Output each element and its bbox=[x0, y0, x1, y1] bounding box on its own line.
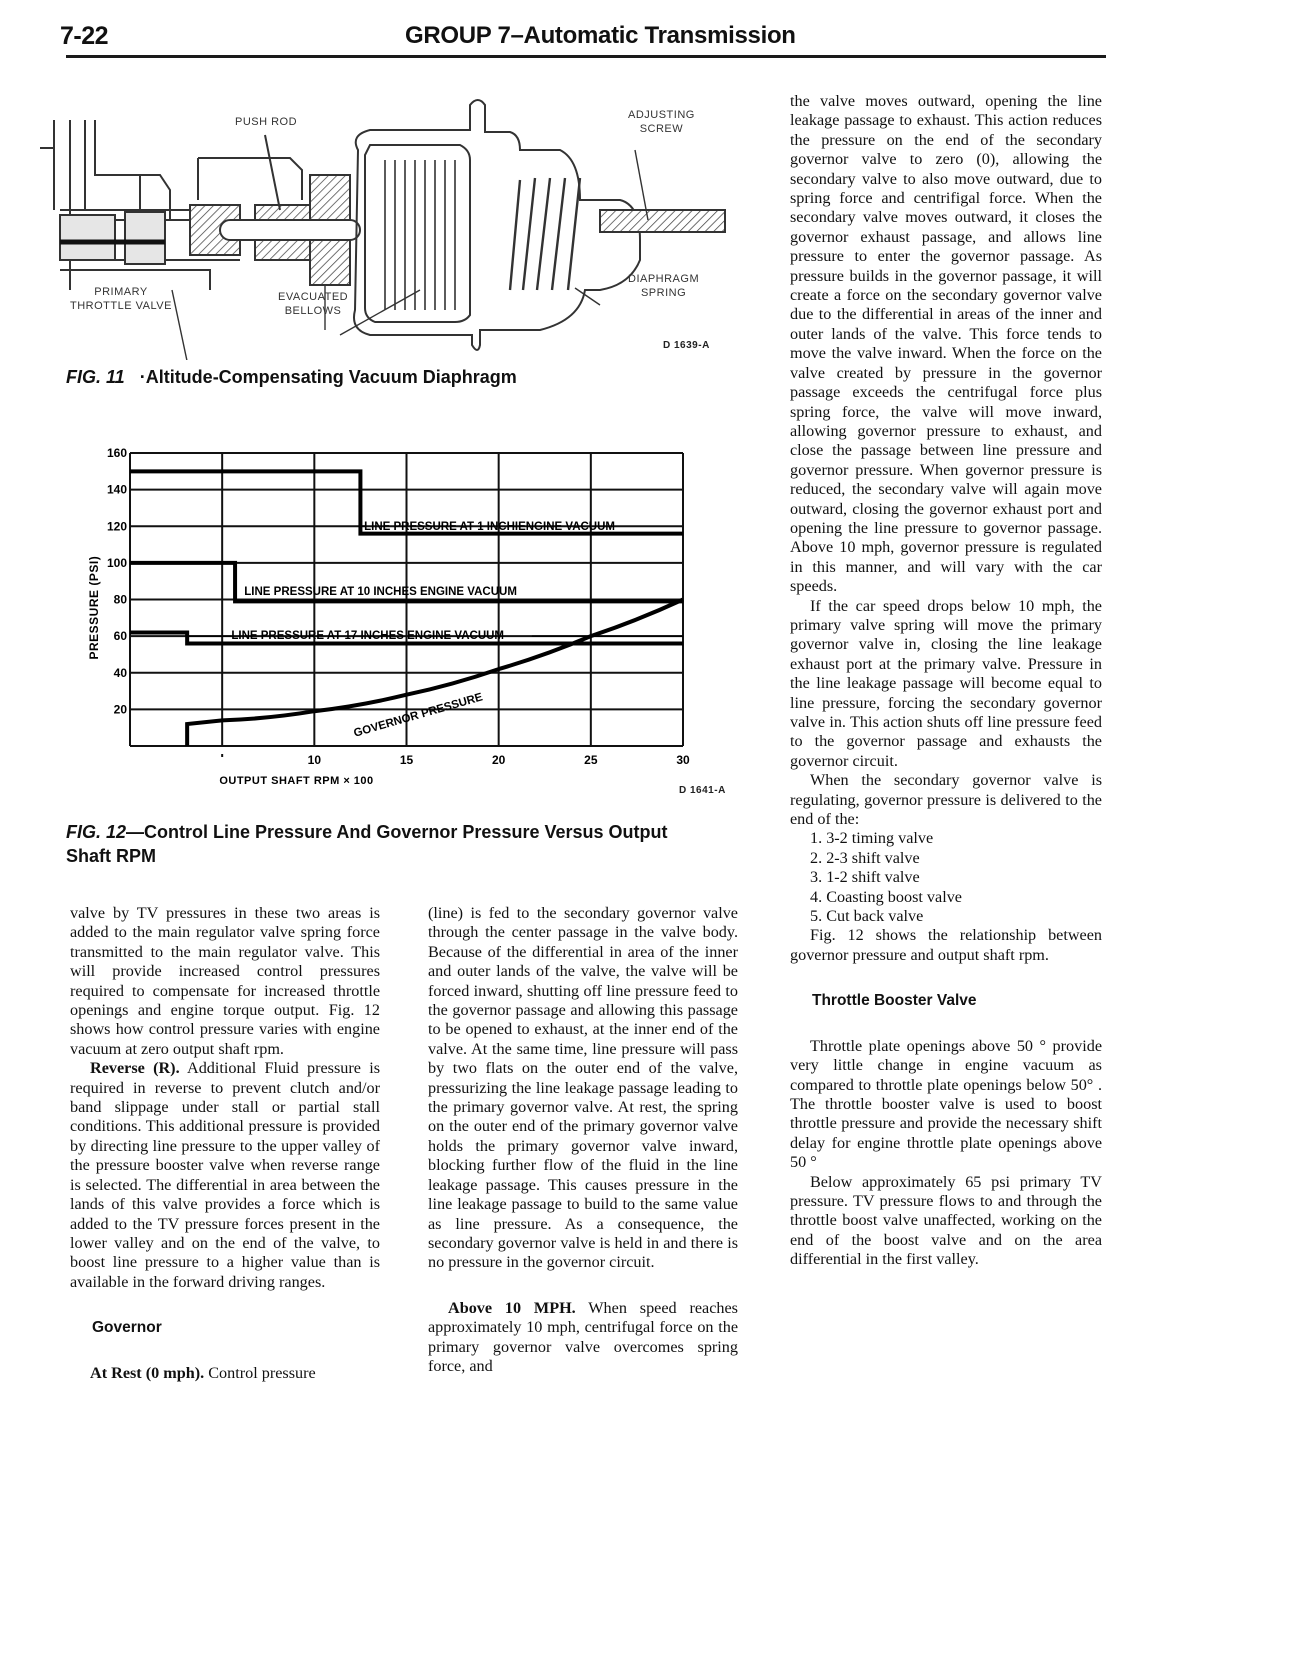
paragraph: Below approximately 65 psi primary TV pressure. TV pressure flows to and through the throttle boost valve unaffected, working on the end of the boost valve and on the area differential in the first valley. bbox=[790, 1172, 1102, 1269]
x-tick-label: 15 bbox=[399, 753, 414, 767]
label-evacuated-line2: BELLOWS bbox=[284, 305, 342, 317]
label-adjusting-screw-line1: ADJUSTING bbox=[628, 109, 695, 121]
series-annotation: LINE PRESSURE AT 10 INCHES ENGINE VACUUM bbox=[244, 586, 517, 599]
paragraph-at-rest bbox=[70, 1364, 380, 1383]
x-tick-label: 30 bbox=[676, 753, 690, 767]
paragraph: If the car speed drops below 10 mph, the primary valve spring will move the primary governor valve in, closing the line leakage exhaust port at the primary valve. Pressure in the line leakage passage will become equal to line pressure, forcing the secondary governor valve in. This action shuts off line pressure feed to the governor passage and exhausts the governor circuit. bbox=[790, 596, 1102, 770]
paragraph: When the secondary governor valve is regulating, governor pressure is delivered to the end of the: bbox=[790, 771, 1102, 829]
run-in-heading-above-10-mph: Above 10 MPH. bbox=[448, 1298, 576, 1317]
figure-12-code: D 1641-A bbox=[679, 785, 726, 796]
series-annotation: GOVERNOR PRESSURE bbox=[352, 691, 485, 740]
figure-11-caption-text: ·Altitude-Compensating Vacuum Diaphragm bbox=[139, 367, 517, 387]
paragraph-above-10-mph bbox=[428, 1299, 738, 1377]
y-tick-label: 60 bbox=[113, 629, 127, 644]
figure-12-caption-text-2: Shaft RPM bbox=[66, 846, 156, 866]
text-column-2 bbox=[428, 904, 738, 1376]
figure-12-label: FIG. 12 bbox=[66, 822, 127, 842]
figure-11-caption bbox=[66, 367, 517, 388]
governor-delivery-list bbox=[790, 829, 1102, 926]
section-heading-governor: Governor bbox=[92, 1319, 162, 1337]
paragraph-text: Additional Fluid pressure is required in reverse to prevent clutch and/or band slippage under stall or partial stall conditions. This additional pressure is provided by directing line pressure to the upper valley of the pressure booster valve when reverse range is selected. The differential in area between the lands of this valve provides a force which is added to the TV pressure forces present in the lower valley and on the end of the valve, to boost line pressure to a higher value than is available in the forward driving ranges. bbox=[70, 1059, 381, 1291]
label-primary-line2: THROTTLE VALVE bbox=[70, 300, 172, 312]
y-tick-label: 160 bbox=[106, 446, 127, 460]
list-item: 3. 1-2 shift valve bbox=[810, 868, 920, 887]
label-adjusting-screw bbox=[628, 108, 695, 136]
figure-11-code: D 1639-A bbox=[663, 340, 710, 351]
figure-11-label: FIG. 11 bbox=[66, 367, 125, 387]
x-tick-label: 20 bbox=[491, 753, 506, 767]
x-tick-label: 10 bbox=[307, 753, 322, 767]
label-evacuated-bellows bbox=[278, 290, 348, 318]
section-heading-throttle-booster: Throttle Booster Valve bbox=[812, 992, 977, 1010]
label-primary-line1: PRIMARY bbox=[94, 286, 148, 298]
figure-11-diagram bbox=[40, 90, 740, 360]
series-annotation: LINE PRESSURE AT 1 INCHIENGINE VACUUM bbox=[364, 521, 616, 534]
y-tick-label: 100 bbox=[106, 555, 127, 570]
text-column-3 bbox=[790, 92, 1102, 1270]
paragraph-text: Control pressure bbox=[204, 1363, 316, 1382]
label-diaphragm-line2: SPRING bbox=[640, 287, 687, 299]
paragraph: (line) is fed to the secondary governor valve through the center passage in the valve body. Because of the differential in area of the inner and outer lands of the valve, the valve will be forced inward, shutting off line pressure feed to the governor passage and allowing this passage to be opened to exhaust, at the inner end of the valve. At the same time, line pressure will pass by two flats on the outer end of the valve, pressurizing the line leakage passage leading to the primary governor valve. At rest, the spring on the outer end of the primary governor valve holds the primary governor valve inward, blocking further flow of the fluid in the line leakage passage. This causes pressure in the line leakage passage to build to the same value as line pressure. As a consequence, the secondary governor valve is held in and there is no pressure in the governor circuit. bbox=[428, 904, 738, 1272]
header-rule bbox=[66, 55, 1106, 58]
paragraph-reverse bbox=[70, 1059, 380, 1292]
list-item: 4. Coasting boost valve bbox=[810, 887, 962, 906]
list-item: 1. 3-2 timing valve bbox=[810, 829, 934, 848]
list-item: 5. Cut back valve bbox=[810, 907, 924, 926]
page-header-title: GROUP 7–Automatic Transmission bbox=[405, 22, 796, 49]
label-evacuated-line1: EVACUATED bbox=[278, 291, 349, 303]
text-column-1 bbox=[70, 904, 380, 1383]
y-tick-label: 40 bbox=[113, 665, 127, 680]
paragraph: the valve moves outward, opening the line leakage passage to exhaust. This action reduces the pressure on the end of the secondary governor valve to zero (0), allowing the secondary valve to also move outward, due to spring force and centrifigal force. When the secondary valve moves outward, it closes the governor exhaust passage, and allows line pressure to enter the governor passage. As pressure builds in the governor passage, it will create a force on the secondary governor valve due to the differential in areas of the inner and outer lands of the valve. This force tends to move the valve inward. When the force on the valve created by pressure in the governor passage exceeds the centrifugal force plus spring force, the valve will move inward, allowing governor pressure to exhaust, and close the passage between line pressure and governor pressure. When governor pressure is reduced, the secondary valve will again move outward, closing the governor exhaust port and opening the line pressure to governor passage. Above 10 mph, governor pressure is regulated in this manner, and will vary with the car speeds. bbox=[790, 92, 1102, 596]
y-tick-label: 80 bbox=[113, 592, 127, 607]
series-annotation: LINE PRESSURE AT 17 INCHES ENGINE VACUUM bbox=[231, 629, 505, 642]
y-tick-label: 120 bbox=[106, 519, 127, 534]
label-primary-throttle-valve bbox=[70, 285, 172, 313]
run-in-heading-reverse: Reverse (R). bbox=[90, 1059, 180, 1078]
page-number: 7-22 bbox=[60, 22, 109, 50]
x-axis-title: OUTPUT SHAFT RPM × 100 bbox=[219, 775, 374, 787]
list-item: 2. 2-3 shift valve bbox=[810, 848, 920, 867]
pressure-vs-rpm-chart bbox=[70, 440, 720, 790]
x-tick-label: 25 bbox=[584, 753, 598, 767]
y-tick-label: 20 bbox=[113, 702, 127, 717]
label-adjusting-screw-line2: SCREW bbox=[639, 123, 684, 135]
label-diaphragm-spring bbox=[628, 272, 699, 300]
label-push-rod: PUSH ROD bbox=[235, 116, 298, 128]
label-diaphragm-line1: DIAPHRAGM bbox=[628, 273, 700, 285]
figure-12-caption bbox=[66, 820, 668, 868]
figure-12-chart bbox=[70, 440, 720, 790]
y-tick-label: 140 bbox=[106, 482, 127, 497]
run-in-heading-at-rest: At Rest (0 mph). bbox=[90, 1363, 205, 1382]
paragraph-text: When speed reaches approximately 10 mph, centrifugal force on the primary governor valve overcomes spring force, and bbox=[428, 1298, 738, 1375]
paragraph: valve by TV pressures in these two areas is added to the main regulator valve spring force transmitted to the main regulator valve. This will provide increased control pressures required to compensate for increased throttle openings and engine torque output. Fig. 12 shows how control pressure varies with engine vacuum at zero output shaft rpm. bbox=[70, 904, 380, 1058]
paragraph: Fig. 12 shows the relationship between governor pressure and output shaft rpm. bbox=[790, 926, 1102, 964]
y-axis-title: PRESSURE (PSI) bbox=[87, 555, 101, 660]
paragraph: Throttle plate openings above 50 ° provide very little change in engine vacuum as compared to throttle plate openings below 50° . The throttle booster valve is used to boost throttle pressure and provide the necessary shift delay for engine throttle plate openings above 50 ° bbox=[790, 1036, 1102, 1172]
figure-12-caption-text: —Control Line Pressure And Governor Pressure Versus Output bbox=[126, 822, 668, 842]
